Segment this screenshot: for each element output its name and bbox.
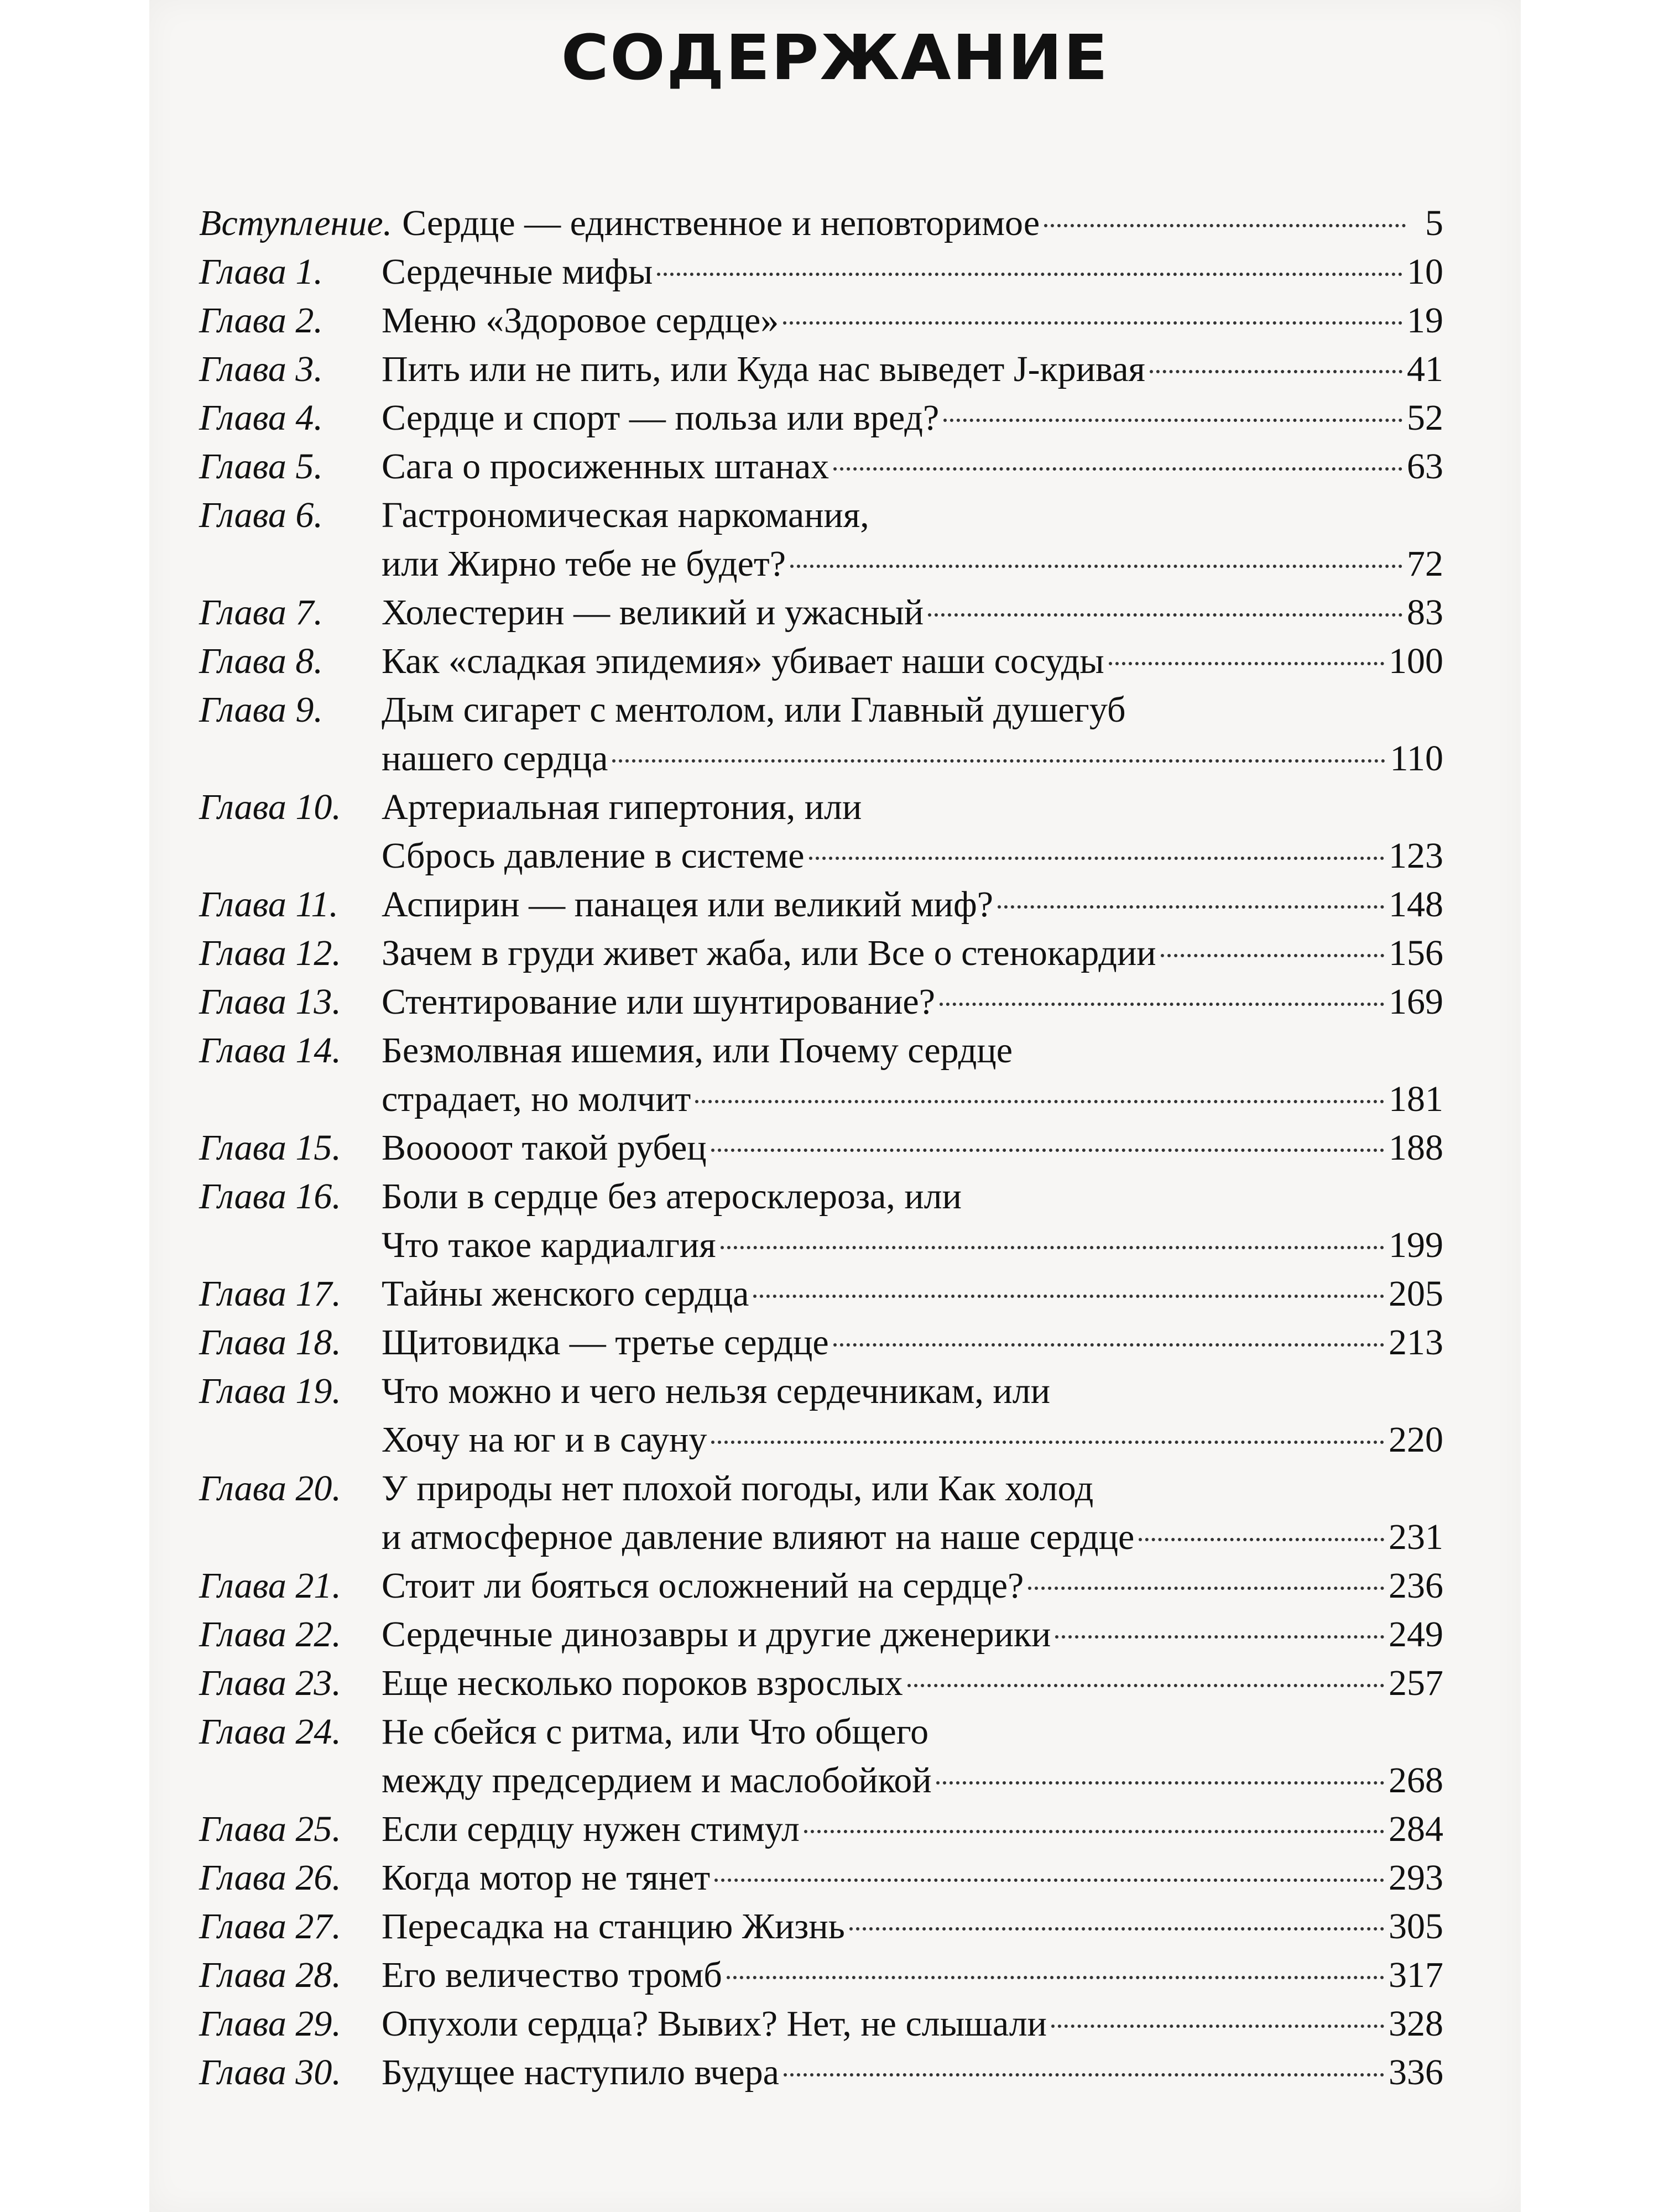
toc-entry <box>199 248 1443 296</box>
page-number: 156 <box>1389 933 1443 973</box>
chapter-title: Сердечные мифы <box>382 252 653 292</box>
page-number: 72 <box>1407 544 1443 584</box>
leader-dots <box>928 613 1402 617</box>
toc-line <box>199 686 1443 734</box>
toc-line <box>199 588 1443 637</box>
toc-line <box>199 2048 1443 2097</box>
chapter-title: Боли в сердце без атеросклероза, или <box>382 1176 962 1217</box>
toc-entry <box>199 1124 1443 1172</box>
chapter-title: Воооoот такой рубец <box>382 1128 707 1168</box>
chapter-title: Безмолвная ишемия, или Почему сердце <box>382 1030 1013 1071</box>
chapter-title: Сага о просиженных штанах <box>382 446 830 487</box>
chapter-label: Глава 11. <box>199 884 338 925</box>
toc-entry <box>199 1610 1443 1659</box>
toc-entry <box>199 296 1443 345</box>
chapter-title: Его величество тромб <box>382 1955 722 1995</box>
toc-line <box>199 1221 1443 1270</box>
toc-line <box>199 1951 1443 2000</box>
toc-line <box>199 2000 1443 2048</box>
page-number: 317 <box>1389 1955 1443 1995</box>
chapter-label: Глава 14. <box>199 1030 341 1071</box>
page-number: 249 <box>1389 1614 1443 1655</box>
toc-line <box>199 1610 1443 1659</box>
leader-dots <box>936 1781 1384 1785</box>
chapter-title: Опухоли сердца? Вывих? Нет, не слышали <box>382 2004 1047 2044</box>
leader-dots <box>783 321 1402 325</box>
leader-dots <box>753 1295 1384 1298</box>
chapter-label: Глава 17. <box>199 1274 341 1314</box>
chapter-title: Стентирование или шунтирование? <box>382 982 935 1022</box>
chapter-label: Глава 29. <box>199 2004 341 2044</box>
intro-title: Сердце — единственное и неповторимое <box>402 203 1040 243</box>
toc-entry <box>199 2048 1443 2097</box>
page-number: 199 <box>1389 1225 1443 1265</box>
toc-entry <box>199 686 1443 783</box>
chapter-title: Будущее наступило вчера <box>382 2052 779 2093</box>
toc-entry-intro <box>199 199 1443 248</box>
page-number: 188 <box>1389 1128 1443 1168</box>
toc-entry <box>199 637 1443 686</box>
page-number: 83 <box>1407 592 1443 633</box>
leader-dots <box>907 1684 1384 1687</box>
leader-dots <box>790 565 1402 568</box>
chapter-title: Дым сигарет с ментолом, или Главный душегуб <box>382 690 1126 730</box>
chapter-label: Глава 5. <box>199 446 323 487</box>
chapter-label: Глава 21. <box>199 1566 341 1606</box>
chapter-label: Глава 16. <box>199 1176 341 1217</box>
page-number: 293 <box>1389 1858 1443 1898</box>
chapter-title: Стоит ли бояться осложнений на сердце? <box>382 1566 1024 1606</box>
toc-entry <box>199 929 1443 978</box>
page-number: 63 <box>1407 446 1443 487</box>
chapter-title: У природы нет плохой погоды, или Как холод <box>382 1468 1094 1509</box>
toc-entry <box>199 783 1443 880</box>
chapter-label: Глава 23. <box>199 1663 341 1703</box>
chapter-title: или Жирно тебе не будет? <box>382 544 786 584</box>
chapter-title: Как «сладкая эпидемия» убивает наши сосуды <box>382 641 1104 681</box>
chapter-label: Глава 6. <box>199 495 323 535</box>
toc-entry <box>199 394 1443 442</box>
page-number: 205 <box>1389 1274 1443 1314</box>
toc-line <box>199 1270 1443 1318</box>
leader-dots <box>1161 954 1384 957</box>
toc-entry <box>199 1026 1443 1124</box>
toc-line <box>199 929 1443 978</box>
chapter-title: Артериальная гипертония, или <box>382 787 862 827</box>
toc-entry <box>199 1805 1443 1854</box>
toc-line <box>199 394 1443 442</box>
chapter-title: Холестерин — великий и ужасный <box>382 592 924 633</box>
toc-line <box>199 1708 1443 1756</box>
page-number: 284 <box>1389 1809 1443 1849</box>
chapter-label: Глава 2. <box>199 300 323 341</box>
page-number: 19 <box>1407 300 1443 341</box>
toc-line <box>199 880 1443 929</box>
page-number: 220 <box>1389 1420 1443 1460</box>
toc-line <box>199 345 1443 394</box>
chapter-label: Глава 19. <box>199 1371 341 1411</box>
chapter-title: Сердечные динозавры и другие дженерики <box>382 1614 1051 1655</box>
page-number: 231 <box>1389 1517 1443 1557</box>
leader-dots <box>714 1879 1384 1882</box>
leader-dots <box>612 759 1385 763</box>
toc-line <box>199 1026 1443 1075</box>
table-of-contents <box>199 199 1443 2097</box>
chapter-label: Глава 8. <box>199 641 323 681</box>
toc-line <box>199 1659 1443 1708</box>
chapter-title: Что можно и чего нельзя сердечникам, или <box>382 1371 1051 1411</box>
toc-line <box>199 1075 1443 1124</box>
leader-dots <box>1150 370 1402 373</box>
toc-line <box>199 491 1443 540</box>
page-number: 52 <box>1407 398 1443 438</box>
toc-entry <box>199 880 1443 929</box>
leader-dots <box>1139 1538 1384 1541</box>
toc-entry <box>199 1318 1443 1367</box>
toc-line <box>199 978 1443 1026</box>
page-number: 328 <box>1389 2004 1443 2044</box>
leader-dots <box>711 1149 1384 1152</box>
chapter-title: Аспирин — панацея или великий миф? <box>382 884 994 925</box>
chapter-label: Глава 12. <box>199 933 341 973</box>
toc-line <box>199 1464 1443 1513</box>
chapter-title: Гастрономическая наркомания, <box>382 495 869 535</box>
page-number: 148 <box>1389 884 1443 925</box>
chapter-title: Сердце и спорт — польза или вред? <box>382 398 940 438</box>
toc-line <box>199 540 1443 588</box>
toc-entry <box>199 345 1443 394</box>
toc-line <box>199 199 1443 248</box>
toc-line <box>199 734 1443 783</box>
toc-line <box>199 1902 1443 1951</box>
chapter-title: нашего сердца <box>382 738 608 779</box>
toc-line <box>199 1172 1443 1221</box>
leader-dots <box>784 2073 1384 2077</box>
chapter-title: и атмосферное давление влияют на наше сердце <box>382 1517 1135 1557</box>
toc-entry <box>199 1708 1443 1805</box>
chapter-title: между предсердием и маслобойкой <box>382 1760 932 1801</box>
leader-dots <box>1051 2025 1384 2028</box>
chapter-label: Глава 13. <box>199 982 341 1022</box>
chapter-title: Пить или не пить, или Куда нас выведет J-кривая <box>382 349 1145 389</box>
toc-line <box>199 783 1443 832</box>
chapter-label: Глава 4. <box>199 398 323 438</box>
chapter-label: Глава 15. <box>199 1128 341 1168</box>
chapter-title: Сбрось давление в системе <box>382 836 805 876</box>
chapter-title: Зачем в груди живет жаба, или Все о стенокардии <box>382 933 1156 973</box>
leader-dots <box>804 1830 1384 1833</box>
leader-dots <box>1044 224 1406 227</box>
chapter-label: Глава 18. <box>199 1322 341 1363</box>
chapter-label: Глава 10. <box>199 787 341 827</box>
page-title: СОДЕРЖАНИЕ <box>561 22 1109 94</box>
leader-dots <box>849 1927 1384 1931</box>
leader-dots <box>727 1976 1384 1979</box>
leader-dots <box>940 1003 1384 1006</box>
toc-entry <box>199 2000 1443 2048</box>
leader-dots <box>1055 1635 1384 1639</box>
intro-label: Вступление. <box>199 203 393 243</box>
page-number: 257 <box>1389 1663 1443 1703</box>
page-number: 169 <box>1389 982 1443 1022</box>
page-number: 236 <box>1389 1566 1443 1606</box>
chapter-title: Щитовидка — третье сердце <box>382 1322 829 1363</box>
leader-dots <box>1028 1587 1384 1590</box>
page-number: 5 <box>1425 203 1443 243</box>
chapter-title: Меню «Здоровое сердце» <box>382 300 779 341</box>
chapter-title: Еще несколько пороков взрослых <box>382 1663 903 1703</box>
chapter-list <box>199 248 1443 2097</box>
toc-entry <box>199 442 1443 491</box>
chapter-label: Глава 3. <box>199 349 323 389</box>
chapter-label: Глава 30. <box>199 2052 341 2093</box>
toc-line <box>199 1756 1443 1805</box>
leader-dots <box>657 273 1402 276</box>
toc-line <box>199 832 1443 880</box>
toc-entry <box>199 1367 1443 1464</box>
chapter-title: Тайны женского сердца <box>382 1274 749 1314</box>
toc-line <box>199 1416 1443 1464</box>
chapter-title: Хочу на юг и в сауну <box>382 1420 707 1460</box>
page-number: 181 <box>1389 1079 1443 1119</box>
chapter-title: Что такое кардиалгия <box>382 1225 716 1265</box>
leader-dots <box>833 467 1402 471</box>
toc-entry <box>199 1951 1443 2000</box>
toc-entry <box>199 1464 1443 1562</box>
toc-line <box>199 1562 1443 1610</box>
toc-line <box>199 248 1443 296</box>
chapter-label: Глава 27. <box>199 1906 341 1947</box>
toc-entry <box>199 1854 1443 1902</box>
toc-line <box>199 442 1443 491</box>
page-number: 41 <box>1407 349 1443 389</box>
chapter-title: страдает, но молчит <box>382 1079 691 1119</box>
page-number: 268 <box>1389 1760 1443 1801</box>
toc-entry <box>199 978 1443 1026</box>
chapter-label: Глава 22. <box>199 1614 341 1655</box>
page-number: 110 <box>1390 738 1443 779</box>
leader-dots <box>1109 662 1384 665</box>
toc-line <box>199 1367 1443 1416</box>
page-number: 100 <box>1389 641 1443 681</box>
toc-entry <box>199 1172 1443 1270</box>
toc-line <box>199 1513 1443 1562</box>
page-number: 123 <box>1389 836 1443 876</box>
toc-entry <box>199 1562 1443 1610</box>
chapter-label: Глава 7. <box>199 592 323 633</box>
chapter-title: Если сердцу нужен стимул <box>382 1809 800 1849</box>
page-number: 336 <box>1389 2052 1443 2093</box>
page-number: 305 <box>1389 1906 1443 1947</box>
leader-dots <box>711 1441 1384 1444</box>
leader-dots <box>833 1343 1384 1347</box>
toc-line <box>199 1854 1443 1902</box>
toc-entry <box>199 1902 1443 1951</box>
page-number: 213 <box>1389 1322 1443 1363</box>
toc-line <box>199 1124 1443 1172</box>
page-number: 10 <box>1407 252 1443 292</box>
leader-dots <box>943 419 1402 422</box>
toc-entry <box>199 491 1443 588</box>
toc-line <box>199 1318 1443 1367</box>
toc-line <box>199 296 1443 345</box>
chapter-title: Когда мотор не тянет <box>382 1858 711 1898</box>
leader-dots <box>809 857 1384 860</box>
toc-entry <box>199 1659 1443 1708</box>
chapter-label: Глава 25. <box>199 1809 341 1849</box>
toc-line <box>199 637 1443 686</box>
chapter-label: Глава 9. <box>199 690 323 730</box>
chapter-label: Глава 28. <box>199 1955 341 1995</box>
leader-dots <box>695 1100 1384 1103</box>
chapter-title: Не сбейся с ритма, или Что общего <box>382 1712 929 1752</box>
chapter-label: Глава 20. <box>199 1468 341 1509</box>
chapter-title: Пересадка на станцию Жизнь <box>382 1906 845 1947</box>
leader-dots <box>721 1246 1384 1249</box>
toc-entry <box>199 588 1443 637</box>
toc-line <box>199 1805 1443 1854</box>
toc-entry <box>199 1270 1443 1318</box>
chapter-label: Глава 26. <box>199 1858 341 1898</box>
chapter-label: Глава 24. <box>199 1712 341 1752</box>
chapter-label: Глава 1. <box>199 252 323 292</box>
leader-dots <box>998 905 1384 909</box>
